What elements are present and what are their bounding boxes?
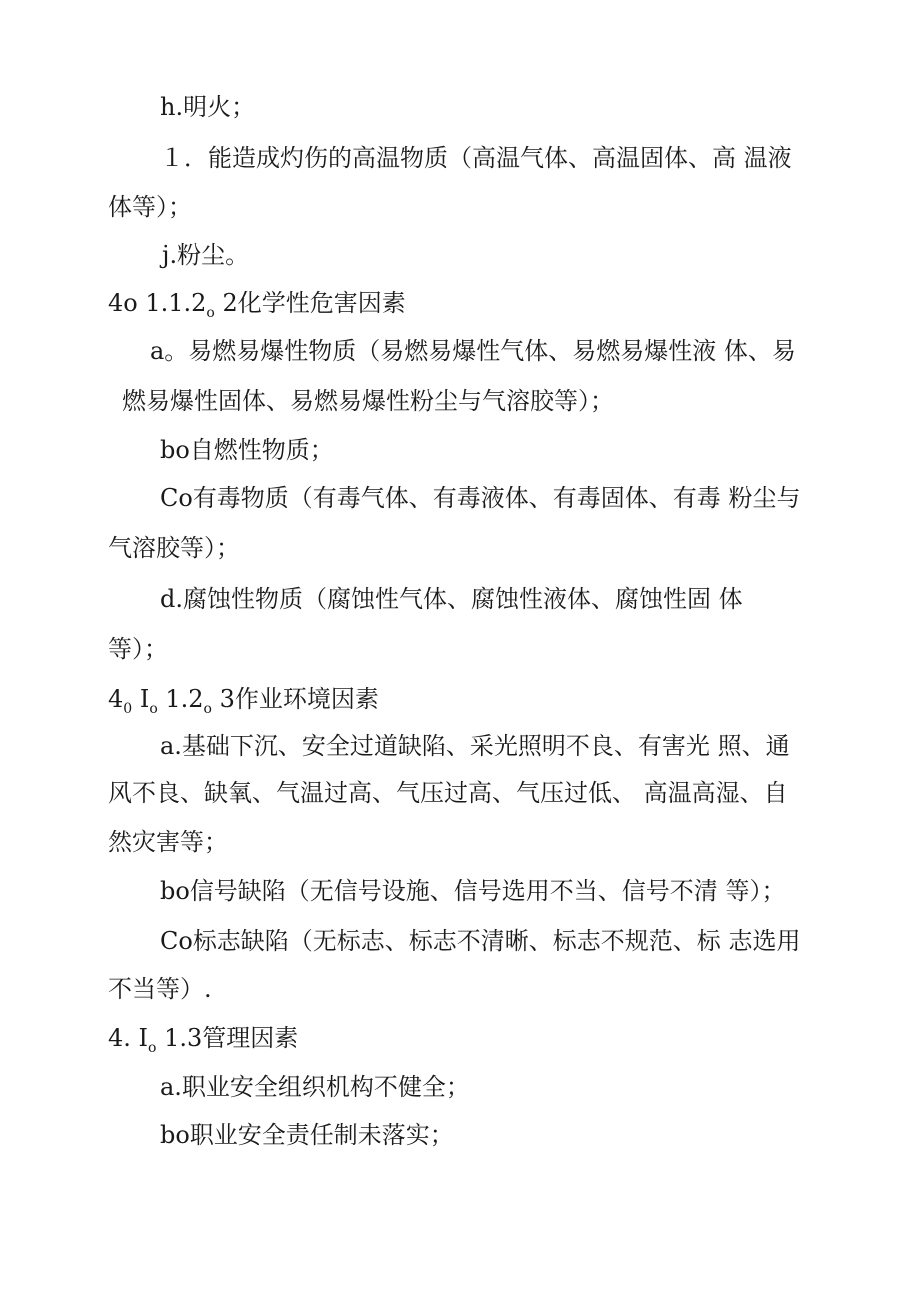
text-line: h.明火；: [160, 93, 256, 121]
text-line: 不当等）.: [108, 975, 212, 1003]
text-line: 然灾害等；: [108, 828, 228, 856]
text-line: 等）；: [108, 635, 168, 663]
section-heading: 4o $1.1.2_o$ 2化学性危害因素: [108, 289, 406, 321]
text-line: Co有毒物质（有毒气体、有毒液体、有毒固体、有毒 粉尘与: [160, 484, 801, 512]
text-line: j.粉尘。: [162, 241, 250, 269]
text-line: a.职业安全组织机构不健全；: [160, 1073, 470, 1101]
text-line: bo自燃性物质；: [160, 436, 334, 464]
text-line: d.腐蚀性物质（腐蚀性气体、腐蚀性液体、腐蚀性固 体: [160, 585, 743, 613]
text-line: １．能造成灼伤的高温物质（高温气体、高温固体、高 温液: [160, 144, 792, 172]
text-line: Co标志缺陷（无标志、标志不清晰、标志不规范、标 志选用: [160, 927, 801, 955]
text-line: bo信号缺陷（无信号设施、信号选用不当、信号不清 等）；: [160, 877, 786, 905]
text-line: 风不良、缺氧、气温过高、气压过高、气压过低、 高温高湿、自: [108, 779, 788, 807]
section-heading: $4_0$ $I_o$ $1.2_o$ 3作业环境因素: [108, 685, 379, 717]
text-line: a。易燃易爆性物质（易燃易爆性气体、易燃易爆性液 体、易: [150, 337, 796, 365]
text-line: bo职业安全责任制未落实；: [160, 1121, 454, 1149]
text-line: 燃易爆性固体、易燃易爆性粉尘与气溶胶等）；: [122, 387, 614, 415]
text-line: 体等）；: [108, 193, 192, 221]
text-line: 气溶胶等）；: [108, 534, 240, 562]
section-heading: 4. $I_o$ 1.3管理因素: [108, 1024, 299, 1056]
text-line: a.基础下沉、安全过道缺陷、采光照明不良、有害光 照、通: [160, 732, 790, 760]
